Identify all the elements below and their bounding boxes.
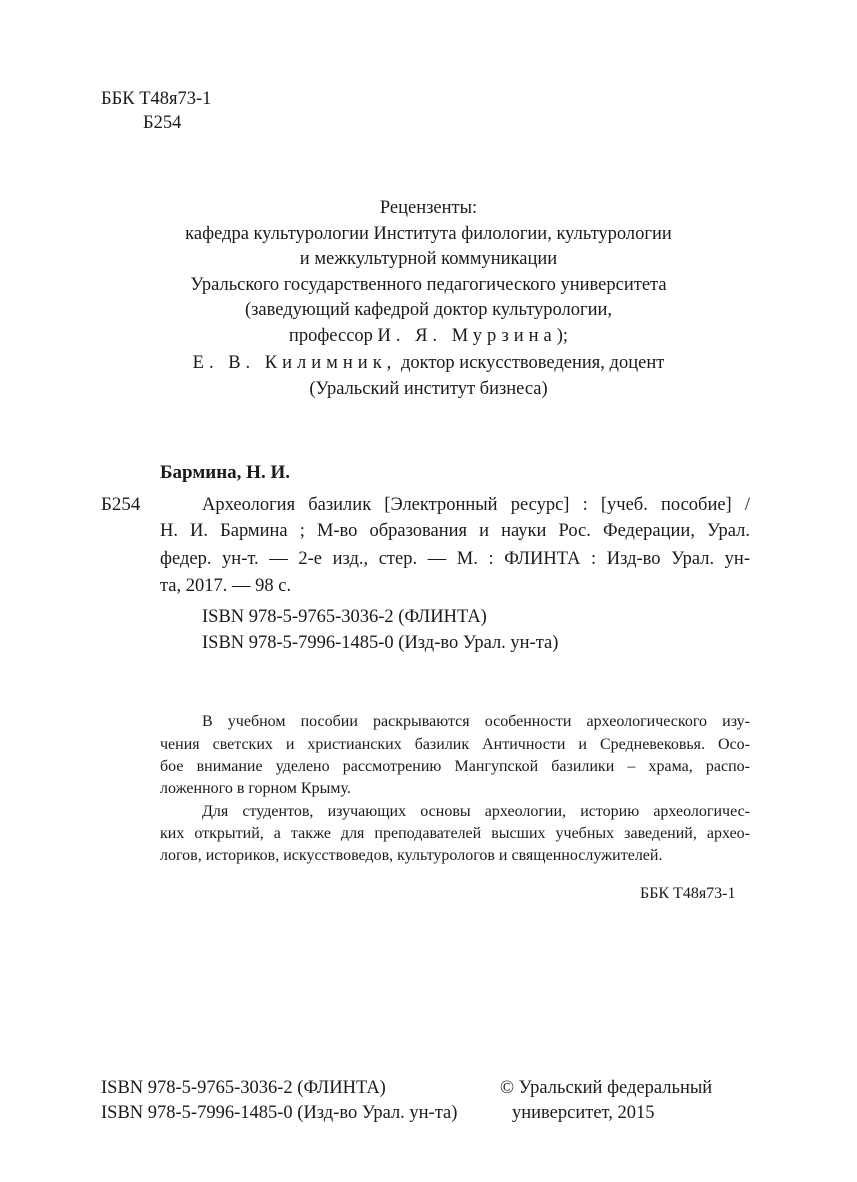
annotation-line: ких открытий, а также для преподавателей высших учебных заведений, архео- [160,825,750,842]
copyright-line-2: университет, 2015 [512,1103,655,1123]
annotation-line: В учебном пособии раскрываются особенности археологического изу- [202,713,750,730]
second-reviewer-org: (Уральский институт бизнеса) [309,378,548,399]
annotation-line: логов, историков, искусствоведов, культурологов и священнослужителей. [160,847,663,864]
reviewer-line: Уральского государственного педагогического университета [190,274,667,295]
annotation-line: ложенного в горном Крыму. [160,780,351,797]
professor-name: И. Я. Мурзина [377,325,557,346]
bib-line: та, 2017. — 98 с. [160,576,292,596]
reviewer-line: кафедра культурологии Института филологии, культурологии [185,223,672,244]
bib-title-line: Археология базилик [Электронный ресурс] : [учеб. пособие] / [202,495,750,515]
reviewer-line: (заведующий кафедрой доктор культурологии, [244,300,613,320]
copyright-line-1: © Уральский федеральный [500,1078,713,1098]
bib-isbn-2: ISBN 978-5-7996-1485-0 (Изд-во Урал. ун-та) [202,633,559,653]
second-reviewer-name: Е. В. Килимник, [192,353,397,373]
bbk-code-bottom: ББК Т48я73-1 [640,885,736,902]
bib-line: федер. ун-т. — 2-е изд., стер. — М. : ФЛИНТА : Изд-во Урал. ун- [160,549,750,569]
professor-prefix: профессор [288,325,373,346]
professor-suffix: ); [556,325,569,346]
author-mark-top: Б254 [143,113,182,133]
reviewer-professor-line [0,324,857,350]
bib-author: Бармина, Н. И. [160,462,290,483]
footer-isbn-2: ISBN 978-5-7996-1485-0 (Изд-во Урал. ун-та) [101,1103,458,1123]
second-reviewer-desc: доктор искусствоведения, доцент [400,353,665,373]
bib-isbn-1: ISBN 978-5-9765-3036-2 (ФЛИНТА) [202,607,487,627]
reviewers-heading: Рецензенты: [379,198,478,218]
reviewers-block [0,196,857,402]
bib-line: Н. И. Бармина ; М-во образования и науки Рос. Федерации, Урал. [160,521,750,541]
annotation-line: Для студентов, изучающих основы археологии, историю археологичес- [202,803,750,820]
bbk-code-top: ББК Т48я73-1 [101,89,212,109]
reviewer-line: и межкультурной коммуникации [299,249,558,269]
bib-mark: Б254 [101,494,141,515]
reviewer-second-line [0,351,857,377]
annotation-line: чения светских и христианских базилик Античности и Средневековья. Осо- [160,736,750,753]
annotation-line: бое внимание уделено рассмотрению Мангупской базилики – храма, распо- [160,758,750,775]
footer-isbn-1: ISBN 978-5-9765-3036-2 (ФЛИНТА) [101,1078,386,1098]
